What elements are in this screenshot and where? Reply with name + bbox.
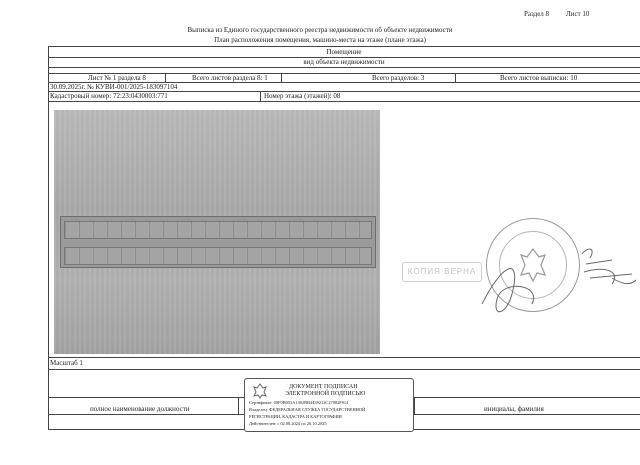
floor-plan-image bbox=[54, 110, 380, 354]
object-type-caption: вид объекта недвижимости bbox=[303, 58, 385, 66]
electronic-signature-stamp bbox=[244, 378, 414, 432]
cadastral-number: Кадастровый номер: 72:23:0430003:771 bbox=[50, 92, 168, 100]
divider bbox=[260, 91, 261, 101]
sheet-number: Лист 10 bbox=[566, 10, 590, 18]
divider bbox=[414, 397, 415, 414]
copy-certified-stamp: КОПИЯ ВЕРНА bbox=[402, 262, 482, 282]
floor-plan-row bbox=[64, 247, 372, 265]
section-number: Раздел 8 bbox=[524, 10, 550, 18]
divider bbox=[281, 73, 282, 82]
object-type: Помещение bbox=[326, 48, 362, 56]
coat-of-arms-icon bbox=[251, 382, 269, 400]
position-label: полное наименование должности bbox=[90, 405, 190, 413]
divider bbox=[238, 397, 239, 414]
certificate-validity: Действителен: с 02.08.2024 по 26.10.2025 bbox=[249, 421, 327, 426]
divider bbox=[48, 101, 640, 102]
certificate-owner-cont: РЕГИСТРАЦИИ, КАДАСТРА И КАРТОГРАФИИ bbox=[249, 414, 342, 419]
total-sheets-extract: Всего листов выписки: 10 bbox=[500, 74, 578, 82]
divider bbox=[48, 369, 640, 370]
certificate-owner: Владелец: ФЕДЕРАЛЬНАЯ СЛУЖБА ГОСУДАРСТВЕННОЙ bbox=[249, 407, 366, 412]
divider bbox=[48, 357, 640, 358]
floor-plan-drawing bbox=[60, 216, 376, 268]
document-title: Выписка из Единого государственного реестра недвижимости об объекте недвижимости bbox=[187, 26, 453, 34]
divider bbox=[165, 73, 166, 82]
extract-date-number: 30.09.2025г. № КУВИ-001/2025-183097104 bbox=[50, 83, 178, 91]
total-sections: Всего разделов: 3 bbox=[372, 74, 425, 82]
divider bbox=[48, 67, 640, 68]
total-sheets-section: Всего листов раздела 8: 1 bbox=[192, 74, 268, 82]
handwritten-signature bbox=[462, 244, 640, 324]
initials-label: инициалы, фамилия bbox=[484, 405, 544, 413]
scale-label: Масштаб 1 bbox=[50, 359, 83, 367]
signed-title: ДОКУМЕНТ ПОДПИСАН bbox=[289, 384, 358, 390]
divider bbox=[455, 73, 456, 82]
floor-plan-row bbox=[64, 221, 372, 239]
sheet-of-section: Лист № 1 раздела 8 bbox=[88, 74, 146, 82]
certificate-id: Сертификат: 00F0B053A1302BB4439212C27082F014 bbox=[249, 400, 349, 405]
document-subtitle: План расположения помещения, машино-места на этаже (плане этажа) bbox=[214, 36, 426, 44]
signed-subtitle: ЭЛЕКТРОННОЙ ПОДПИСЬЮ bbox=[285, 391, 366, 397]
floor-number: Номер этажа (этажей): 08 bbox=[264, 92, 341, 100]
